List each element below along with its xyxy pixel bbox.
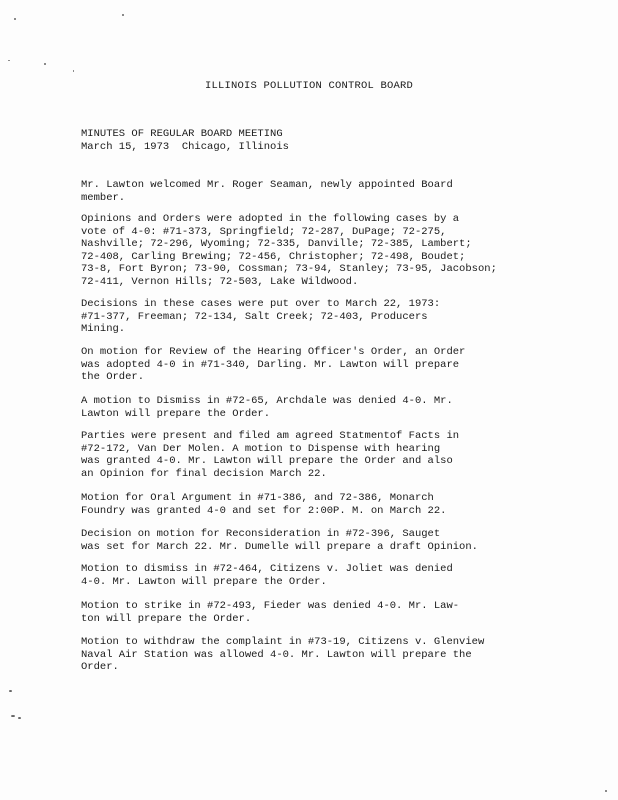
heading-date-line: March 15, 1973 Chicago, Illinois xyxy=(81,141,289,153)
paragraph-archdale: A motion to Dismiss in #72-65, Archdale was denied 4-0. Mr. Lawton will prepare the Order. xyxy=(81,395,453,420)
scan-speck xyxy=(18,717,21,719)
paragraph-review-motion: On motion for Review of the Hearing Officer's Order, an Order was adopted 4-0 in #71-340, Darling. Mr. Lawton will prepare the Order. xyxy=(81,346,466,384)
scan-speck xyxy=(14,18,16,20)
heading-line: MINUTES OF REGULAR BOARD MEETING xyxy=(81,128,283,140)
paragraph-glenview: Motion to withdraw the complaint in #73-19, Citizens v. Glenview Naval Air Station was allowed 4-0. Mr. Lawton will prepare the Order. xyxy=(81,636,485,674)
paragraph-monarch-foundry: Motion for Oral Argument in #71-386, and 72-386, Monarch Foundry was granted 4-0 and set for 2:00P. M. on March 22. xyxy=(81,492,447,517)
scan-speck xyxy=(73,70,74,72)
scan-speck xyxy=(122,14,124,16)
paragraph-opinions-adopted: Opinions and Orders were adopted in the following cases by a vote of 4-0: #71-373, Springfield; 72-287, DuPage; 72-275, Nashville; 72-296, Wyoming; 72-335, Danville; 72-385, Lambert; 72-408, Carling Brewing; 72-456, Christopher; 72-498, Boudet; 73-8, Fort Byron; 73-90, Cossman; 73-94, Stanley; 73-95, Jacobson; 72-411, Vernon Hills; 72-503, Lake Wildwood. xyxy=(81,213,497,288)
paragraph-van-der-molen: Parties were present and filed am agreed Statmentof Facts in #72-172, Van Der Molen. A motion to Dispense with hearing was granted 4-0. Mr. Lawton will prepare the Order and also an Opinion for final decision March 22. xyxy=(81,430,460,480)
minutes-heading xyxy=(81,128,289,154)
scan-speck xyxy=(9,690,12,692)
scan-speck xyxy=(44,63,46,65)
paragraph-joliet: Motion to dismiss in #72-464, Citizens v. Joliet was denied 4-0. Mr. Lawton will prepare the Order. xyxy=(81,563,453,588)
scan-speck xyxy=(11,715,15,717)
paragraph-welcome: Mr. Lawton welcomed Mr. Roger Seaman, newly appointed Board member. xyxy=(81,179,453,204)
paragraph-fieder: Motion to strike in #72-493, Fieder was denied 4-0. Mr. Law- ton will prepare the Order. xyxy=(81,600,460,625)
scan-speck xyxy=(605,790,607,792)
paragraph-sauget: Decision on motion for Reconsideration in #72-396, Sauget was set for March 22. Mr. Dumelle will prepare a draft Opinion. xyxy=(81,528,478,553)
scan-speck xyxy=(8,60,10,61)
document-title: ILLINOIS POLLUTION CONTROL BOARD xyxy=(204,80,414,92)
paragraph-decisions-put-over: Decisions in these cases were put over to March 22, 1973: #71-377, Freeman; 72-134, Salt Creek; 72-403, Producers Mining. xyxy=(81,298,441,336)
